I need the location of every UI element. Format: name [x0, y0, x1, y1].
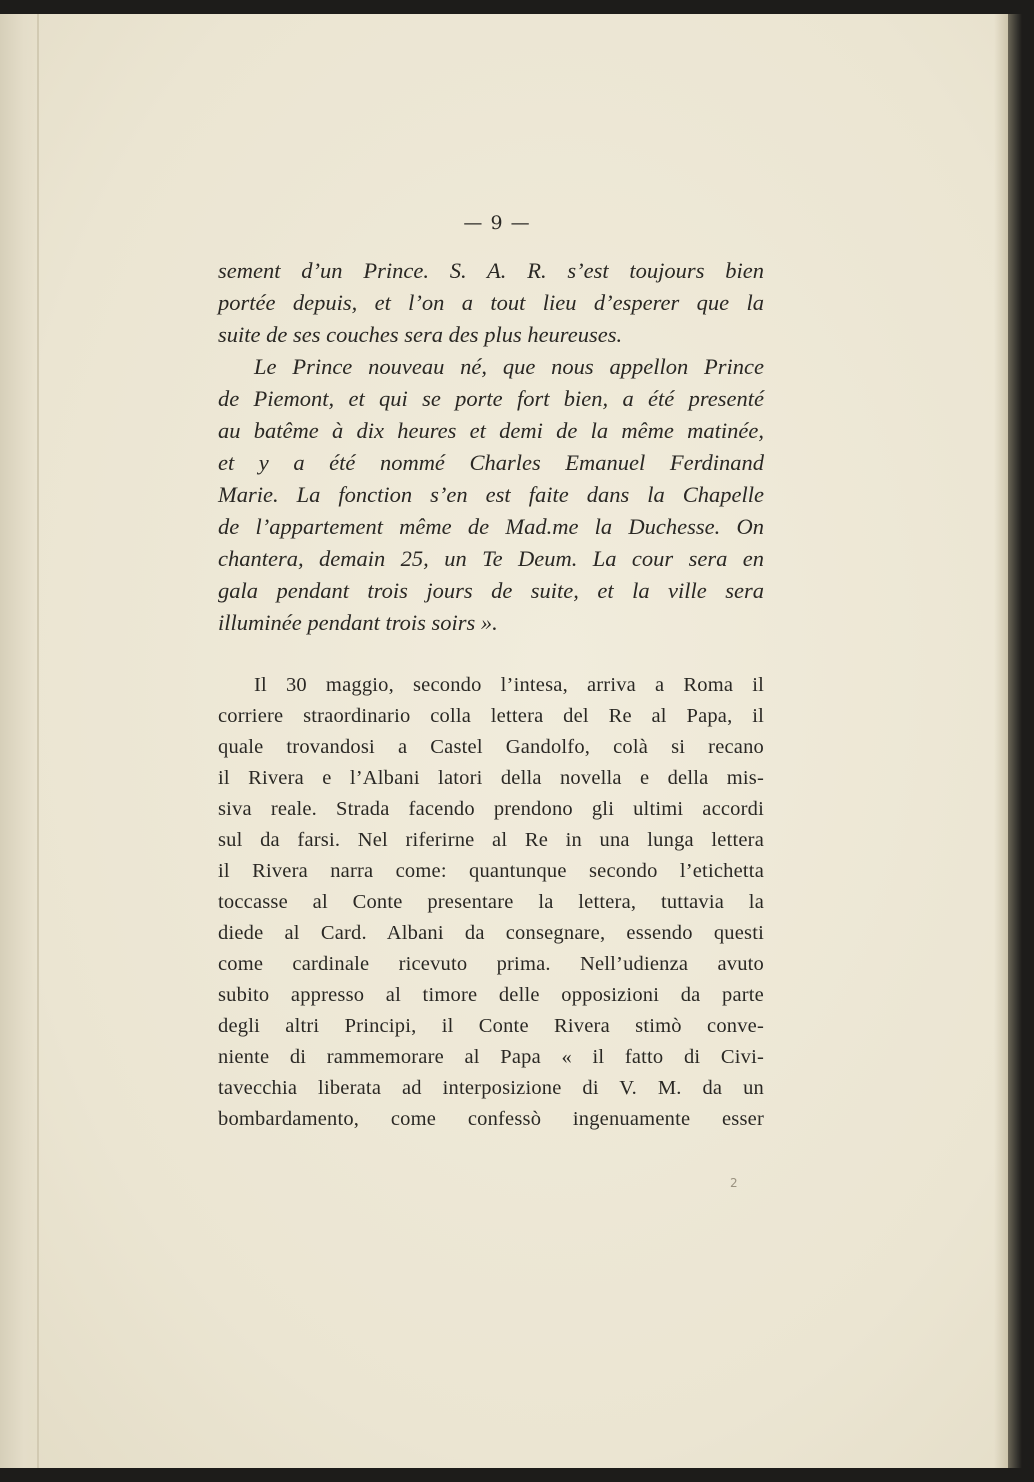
text-line: chantera, demain 25, un Te Deum. La cour sera en	[218, 546, 764, 571]
text-line: sement d’un Prince. S. A. R. s’est toujours bien	[218, 258, 764, 283]
text-line: il Rivera narra come: quantunque secondo l’etichetta	[218, 860, 764, 882]
signature-mark: 2	[730, 1176, 738, 1190]
text-line: tavecchia liberata ad interposizione di V. M. da un	[218, 1077, 764, 1099]
text-line: et y a été nommé Charles Emanuel Ferdinand	[218, 450, 764, 475]
page-edge-shadow	[994, 14, 1008, 1468]
text-line: degli altri Principi, il Conte Rivera stimò conve-	[218, 1015, 764, 1037]
text-line: au batême à dix heures et demi de la même matinée,	[218, 418, 764, 443]
text-line: Marie. La fonction s’en est faite dans la Chapelle	[218, 482, 764, 507]
text-line: de Piemont, et qui se porte fort bien, a été presenté	[218, 386, 764, 411]
text-line: il Rivera e l’Albani latori della novella e della mis-	[218, 767, 764, 789]
text-line: quale trovandosi a Castel Gandolfo, colà si recano	[218, 736, 764, 758]
page-number: — 9 —	[463, 212, 531, 234]
text-line: corriere straordinario colla lettera del Re al Papa, il	[218, 705, 764, 727]
text-line: illuminée pendant trois soirs ».	[218, 610, 498, 635]
text-line: bombardamento, come confessò ingenuamente esser	[218, 1108, 764, 1130]
paragraph-first-line: Le Prince nouveau né, que nous appellon Prince	[254, 354, 764, 379]
text-line: sul da farsi. Nel riferirne al Re in una lunga lettera	[218, 829, 764, 851]
text-line: suite de ses couches sera des plus heureuses.	[218, 322, 623, 347]
book-cover-edge	[1008, 14, 1022, 1468]
gutter-fold-line	[37, 14, 39, 1468]
text-line: subito appresso al timore delle opposizioni da parte	[218, 984, 764, 1006]
text-line: siva reale. Strada facendo prendono gli ultimi accordi	[218, 798, 764, 820]
text-line: de l’appartement même de Mad.me la Duchesse. On	[218, 514, 764, 539]
text-line: portée depuis, et l’on a tout lieu d’esperer que la	[218, 290, 764, 315]
text-line: gala pendant trois jours de suite, et la ville sera	[218, 578, 764, 603]
text-line: niente di rammemorare al Papa « il fatto di Civi-	[218, 1046, 764, 1068]
paragraph-first-line: Il 30 maggio, secondo l’intesa, arriva a Roma il	[254, 674, 764, 696]
text-line: come cardinale ricevuto prima. Nell’udienza avuto	[218, 953, 764, 975]
gutter-shadow	[0, 14, 40, 1468]
text-line: toccasse al Conte presentare la lettera, tuttavia la	[218, 891, 764, 913]
text-line: diede al Card. Albani da consegnare, essendo questi	[218, 922, 764, 944]
